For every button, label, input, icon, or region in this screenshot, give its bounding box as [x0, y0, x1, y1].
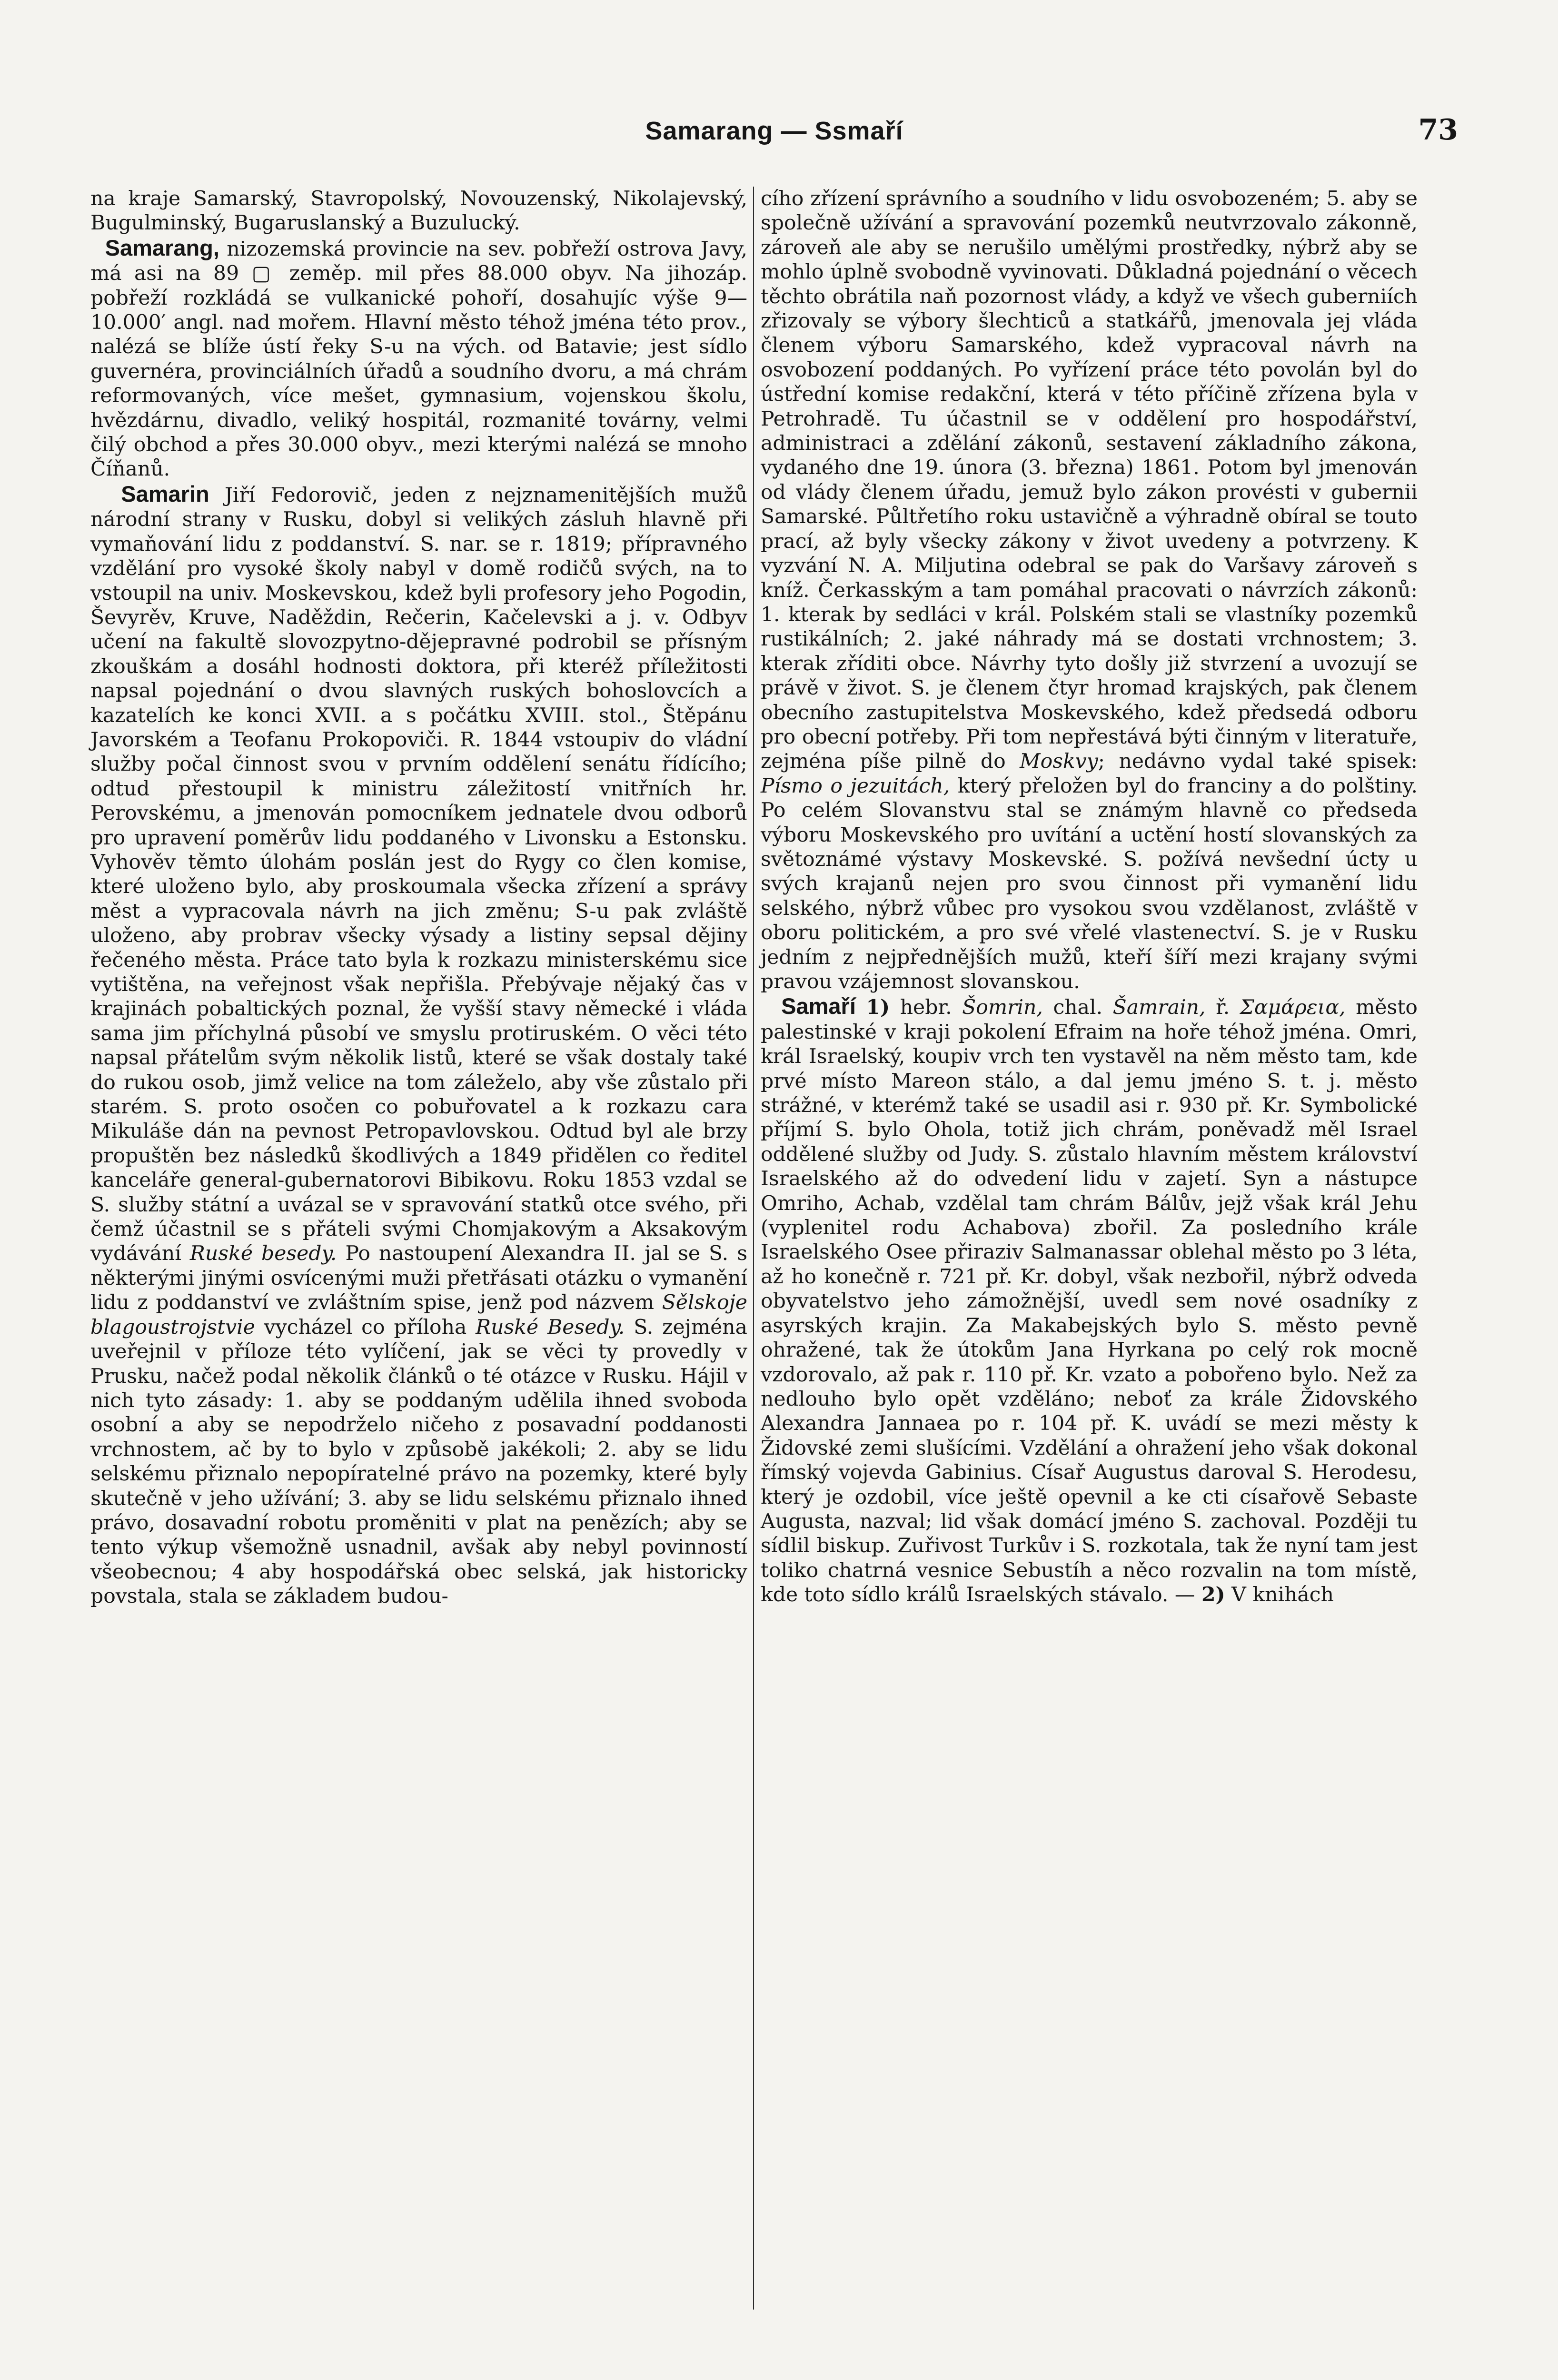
entry-text: S. zejména uveřejnil v příloze této vylíčení, jak se věci ty provedly v Prusku, načež podal několik článků o té otázce v Rusku. Hájil v nich tyto zásady: 1. aby se poddaným udělila ihned svoboda osobní a aby se nepodrželo ničeho z posavadní poddanosti vrchnostem, ač by to bylo v způsobě jakékoli; 2. aby se lidu selskému přiznalo nepopíratelné právo na pozemky, které byly skutečně v jeho užívání; 3. aby se lidu selskému přiznalo ihned právo, dosavadní robotu proměniti v plat na penězích; aby se tento výkup všemožně usnadnil, avšak aby nebyl povinností všeobecnou; 4 aby hospodářská obec selská, jak historicky povstala, stala se základem budou- — [90, 1315, 747, 1608]
italic-title: Ruské Besedy. — [476, 1315, 625, 1339]
continued-paragraph — [761, 187, 1418, 994]
paragraph-text: který přeložen byl do franciny a do polštiny. Po celém Slovanstvu stal se známým hlavně co předseda výboru Moskevského pro uvítání a uctění hostí slovanských za světoznámé výstavy Moskevské. S. požívá nevšední úcty u svých krajanů nejen pro svou činnost při vymanění lidu selského, nýbrž vůbec pro vysokou svou vzdělanost, zvláště v oboru politickém, a pro své vřelé vlastenectví. S. je v Rusku jedním z nejpřednějších mužů, kteří šíří mezi krajany svými pravou vzájemnost slovanskou. — [761, 774, 1418, 993]
running-head: Samarang — Ssmaří — [645, 117, 903, 145]
entry-text: hebr. — [890, 996, 963, 1020]
entry-text: město palestinské v kraji pokolení Efraim na hoře téhož jména. Omri, král Israelský, koupiv vrch ten vystavěl na něm město tam, kde prvé místo Mareon stálo, a dal jemu jméno S. t. j. město strážné, v kterémž také se usadil asi r. 930 př. Kr. Symbolické příjmí S. bylo Ohola, totiž jich chrám, poněvadž měl Israel oddělené služby od Judy. S. zůstalo hlavním městem království Israelského až do odvedení lidu v zajetí. Syn a nástupce Omriho, Achab, vzdělal tam chrám Bálův, jejž však král Jehu (vyplenitel rodu Achabova) zbořil. Za posledního krále Israelského Osee přiraziv Salmanassar oblehal město po 3 léta, až ho konečně r. 721 př. Kr. dobyl, však nezbořil, nýbrž odveda obyvatelstvo jeho zámožnější, uvedl sem nové osadníky z asyrských krajin. Za Makabejských bylo S. město pevně ohražené, tak že útokům Jana Hyrkana po celý rok mocně vzdorovalo, až pak r. 110 př. Kr. vzato a pobořeno bylo. Než za nedlouho bylo opět vzděláno; neboť za krále Židovského Alexandra Jannaea po r. 104 př. K. uvádí se mezi městy k Židovské zemi slušícími. Vzdělání a ohražení jeho však dokonal římský vojevda Gabinius. Císař Augustus daroval S. Herodesu, který je ozdobil, více ještě opevnil a ke cti císařově Sebaste Augusta, nazval; lid však domácí jméno S. zachoval. Později tu sídlil biskup. Zuřivost Turkův i S. rozkotala, tak že nyní tam jest toliko chatrná vesnice Sebustíh a něco rozvalin na tom místě, kde toto sídlo králů Israelských stávalo. — — [761, 996, 1418, 1607]
right-column — [761, 187, 1418, 1607]
italic-title: Písmo o jezuitách, — [761, 774, 950, 798]
entry-text: ř. — [1205, 996, 1240, 1020]
sense-number: 2) — [1201, 1583, 1225, 1607]
entry-text: Jiří Fedorovič, jeden z nejznamenitějších mužů národní strany v Rusku, dobyl si velikých zásluh hlavně při vymaňování lidu z poddanství. S. nar. se r. 1819; přípravného vzdělání pro vysoké školy nabyl v domě rodičů svých, na to vstoupil na univ. Moskevskou, kdež byli profesory jeho Pogodin, Ševyrěv, Kruve, Naděždin, Rečerin, Kačelevski a j. v. Odbyv učení na fakultě slovozpytno-dějepravné podrobil se přísným zkouškám a dosáhl hodnosti doktora, při kteréž příležitosti napsal pojednání o dvou slavných ruských bohoslovcích a kazatelích ke konci XVII. a s počátku XVIII. stol., Štěpánu Javorském a Teofanu Prokopoviči. R. 1844 vstoupiv do vládní služby počal činnost svou v prvním oddělení senátu řídícího; odtud přestoupil k ministru záležitostí vnitřních hr. Perovskému, a jmenován pomocníkem jednatele dvou odborů pro upravení poměrův lidu poddaného v Livonsku a Estonsku. Vyhověv těmto úlohám poslán jest do Rygy co člen komise, které uloženo bylo, aby proskoumala všecka zřízení a správy měst a vypracovala návrh na jich změnu; S-u pak zvláště uloženo, aby probrav všecky výsady a listiny sepsal dějiny řečeného města. Práce tato byla k rozkazu ministerskému sice vytištěna, na veřejnost však nepřišla. Přebývaje nějaký čas v krajinách pobaltických poznal, že vyšší stavy německé i vláda sama jim příchylná působí ve smyslu protiruském. O věci této napsal přátelům svým několik listů, které se však dostaly také do rukou osob, jimž velice na tom záleželo, aby vše zůstalo při starém. S. proto osočen co pobuřovatel a k rozkazu cara Mikuláše dán na pevnost Petropavlovskou. Odtud byl ale brzy propuštěn bez následků škodlivých a 1849 přidělen co ředitel kanceláře general-gubernatorovi Bibikovu. Roku 1853 vzdal se S. služby státní a uvázal se v spravování statků otce svého, při čemž účastnil se s přáteli svými Chomjakovým a Aksakovým vydávání — [90, 483, 747, 1266]
left-column — [90, 187, 747, 1609]
paragraph-text: na kraje Samarský, Stavropolský, Novouzenský, Nikolajevský, Bugulminský, Bugaruslanský a Buzulucký. — [90, 187, 747, 235]
entry-lemma: Samarin — [121, 481, 209, 506]
entry-samarin — [90, 482, 747, 1609]
entry-samari — [761, 994, 1418, 1607]
continued-paragraph — [90, 187, 747, 236]
entry-text: V knihách — [1225, 1583, 1334, 1607]
italic-title: Moskvy — [1020, 750, 1098, 774]
entry-text: chal. — [1042, 996, 1113, 1020]
column-divider — [753, 187, 754, 2310]
italic-word: Šomrin, — [962, 996, 1043, 1020]
entry-text: vycházel co příloha — [255, 1315, 476, 1339]
page-header — [76, 109, 1472, 162]
entry-lemma: Samaří — [781, 993, 856, 1019]
page-number: 73 — [1418, 113, 1458, 147]
italic-title: Sělskoje blagoustrojstvie — [90, 1291, 747, 1339]
entry-text: nizozemská provincie na sev. pobřeží ostrova Javy, má asi na 89 ▢ zeměp. mil přes 88.000 obyv. Na jihozáp. pobřeží rozkládá se vulkanické pohoří, dosahujíc výše 9—10.000′ angl. nad mořem. Hlavní město téhož jména této prov., nalézá se blíže ústí řeky S-u na vých. od Batavie; jest sídlo guvernéra, provinciálních úřadů a soudního dvoru, a má chrám reformovaných, více mešet, gymnasium, vojenskou školu, hvězdárnu, divadlo, veliký hospitál, rozmanité továrny, velmi čilý obchod a přes 30.000 obyv., mezi kterými nalézá se mnoho Číňanů. — [90, 237, 747, 481]
entry-samarang — [90, 236, 747, 482]
italic-title: Ruské besedy. — [189, 1242, 337, 1266]
entry-text: Po nastoupení Alexandra II. jal se S. s některými jinými osvícenými muži přetřásati otázku o vymanění lidu z poddanství ve zvláštním spise, jenž pod názvem — [90, 1242, 748, 1315]
entry-lemma: Samarang, — [105, 235, 219, 260]
paragraph-text: ; nedávno vydal také spisek: — [1098, 750, 1418, 774]
italic-word: Šamrain, — [1112, 996, 1206, 1020]
italic-word: Σαμάρεια, — [1240, 996, 1346, 1020]
paragraph-text: cího zřízení správního a soudního v lidu osvobozeném; 5. aby se společně užívání a spravování pozemků neutvrzovalo zákonně, zároveň ale aby se nerušilo umělými prostředky, nýbrž aby se mohlo úplně svobodně vyvinovati. Důkladná pojednání o věcech těchto obrátila naň pozornost vlády, a když ve všech guberniích zřizovaly se výbory šlechticů a statkářů, jmenovala jej vláda členem výboru Samarského, kdež vypracoval návrh na osvobození poddaných. Po vyřízení práce této povolán byl do ústřední komise redakční, která v této příčině zřízena byla v Petrohradě. Tu účastnil se v oddělení pro hospodářství, administraci a zdělání zákonů, sestavení základního zákona, vydaného dne 19. února (3. března) 1861. Potom byl jmenován od vlády členem úřadu, jemuž bylo zákon provésti v gubernii Samarské. Půltřetího roku ustavičně a výhradně obíral se touto prací, až byly všecky zákony v život uvedeny a potvrzeny. K vyzvání N. A. Miljutina odebral se pak do Varšavy zároveň s kníž. Čerkasským a tam pomáhal pracovati o návrzích zákonů: 1. kterak by sedláci v král. Polském stali se vlastníky pozemků rustikálních; 2. jaké náhrady má se dostati vrchnostem; 3. kterak zříditi obce. Návrhy tyto došly již stvrzení a uvozují se právě v život. S. je členem čtyr hromad krajských, pak členem obecního zastupitelstva Moskevského, kdež předsedá odboru pro obecní potřeby. Při tom nepřestává býti činným v literatuře, zejména píše pilně do — [761, 187, 1418, 774]
sense-number: 1) — [866, 995, 890, 1020]
